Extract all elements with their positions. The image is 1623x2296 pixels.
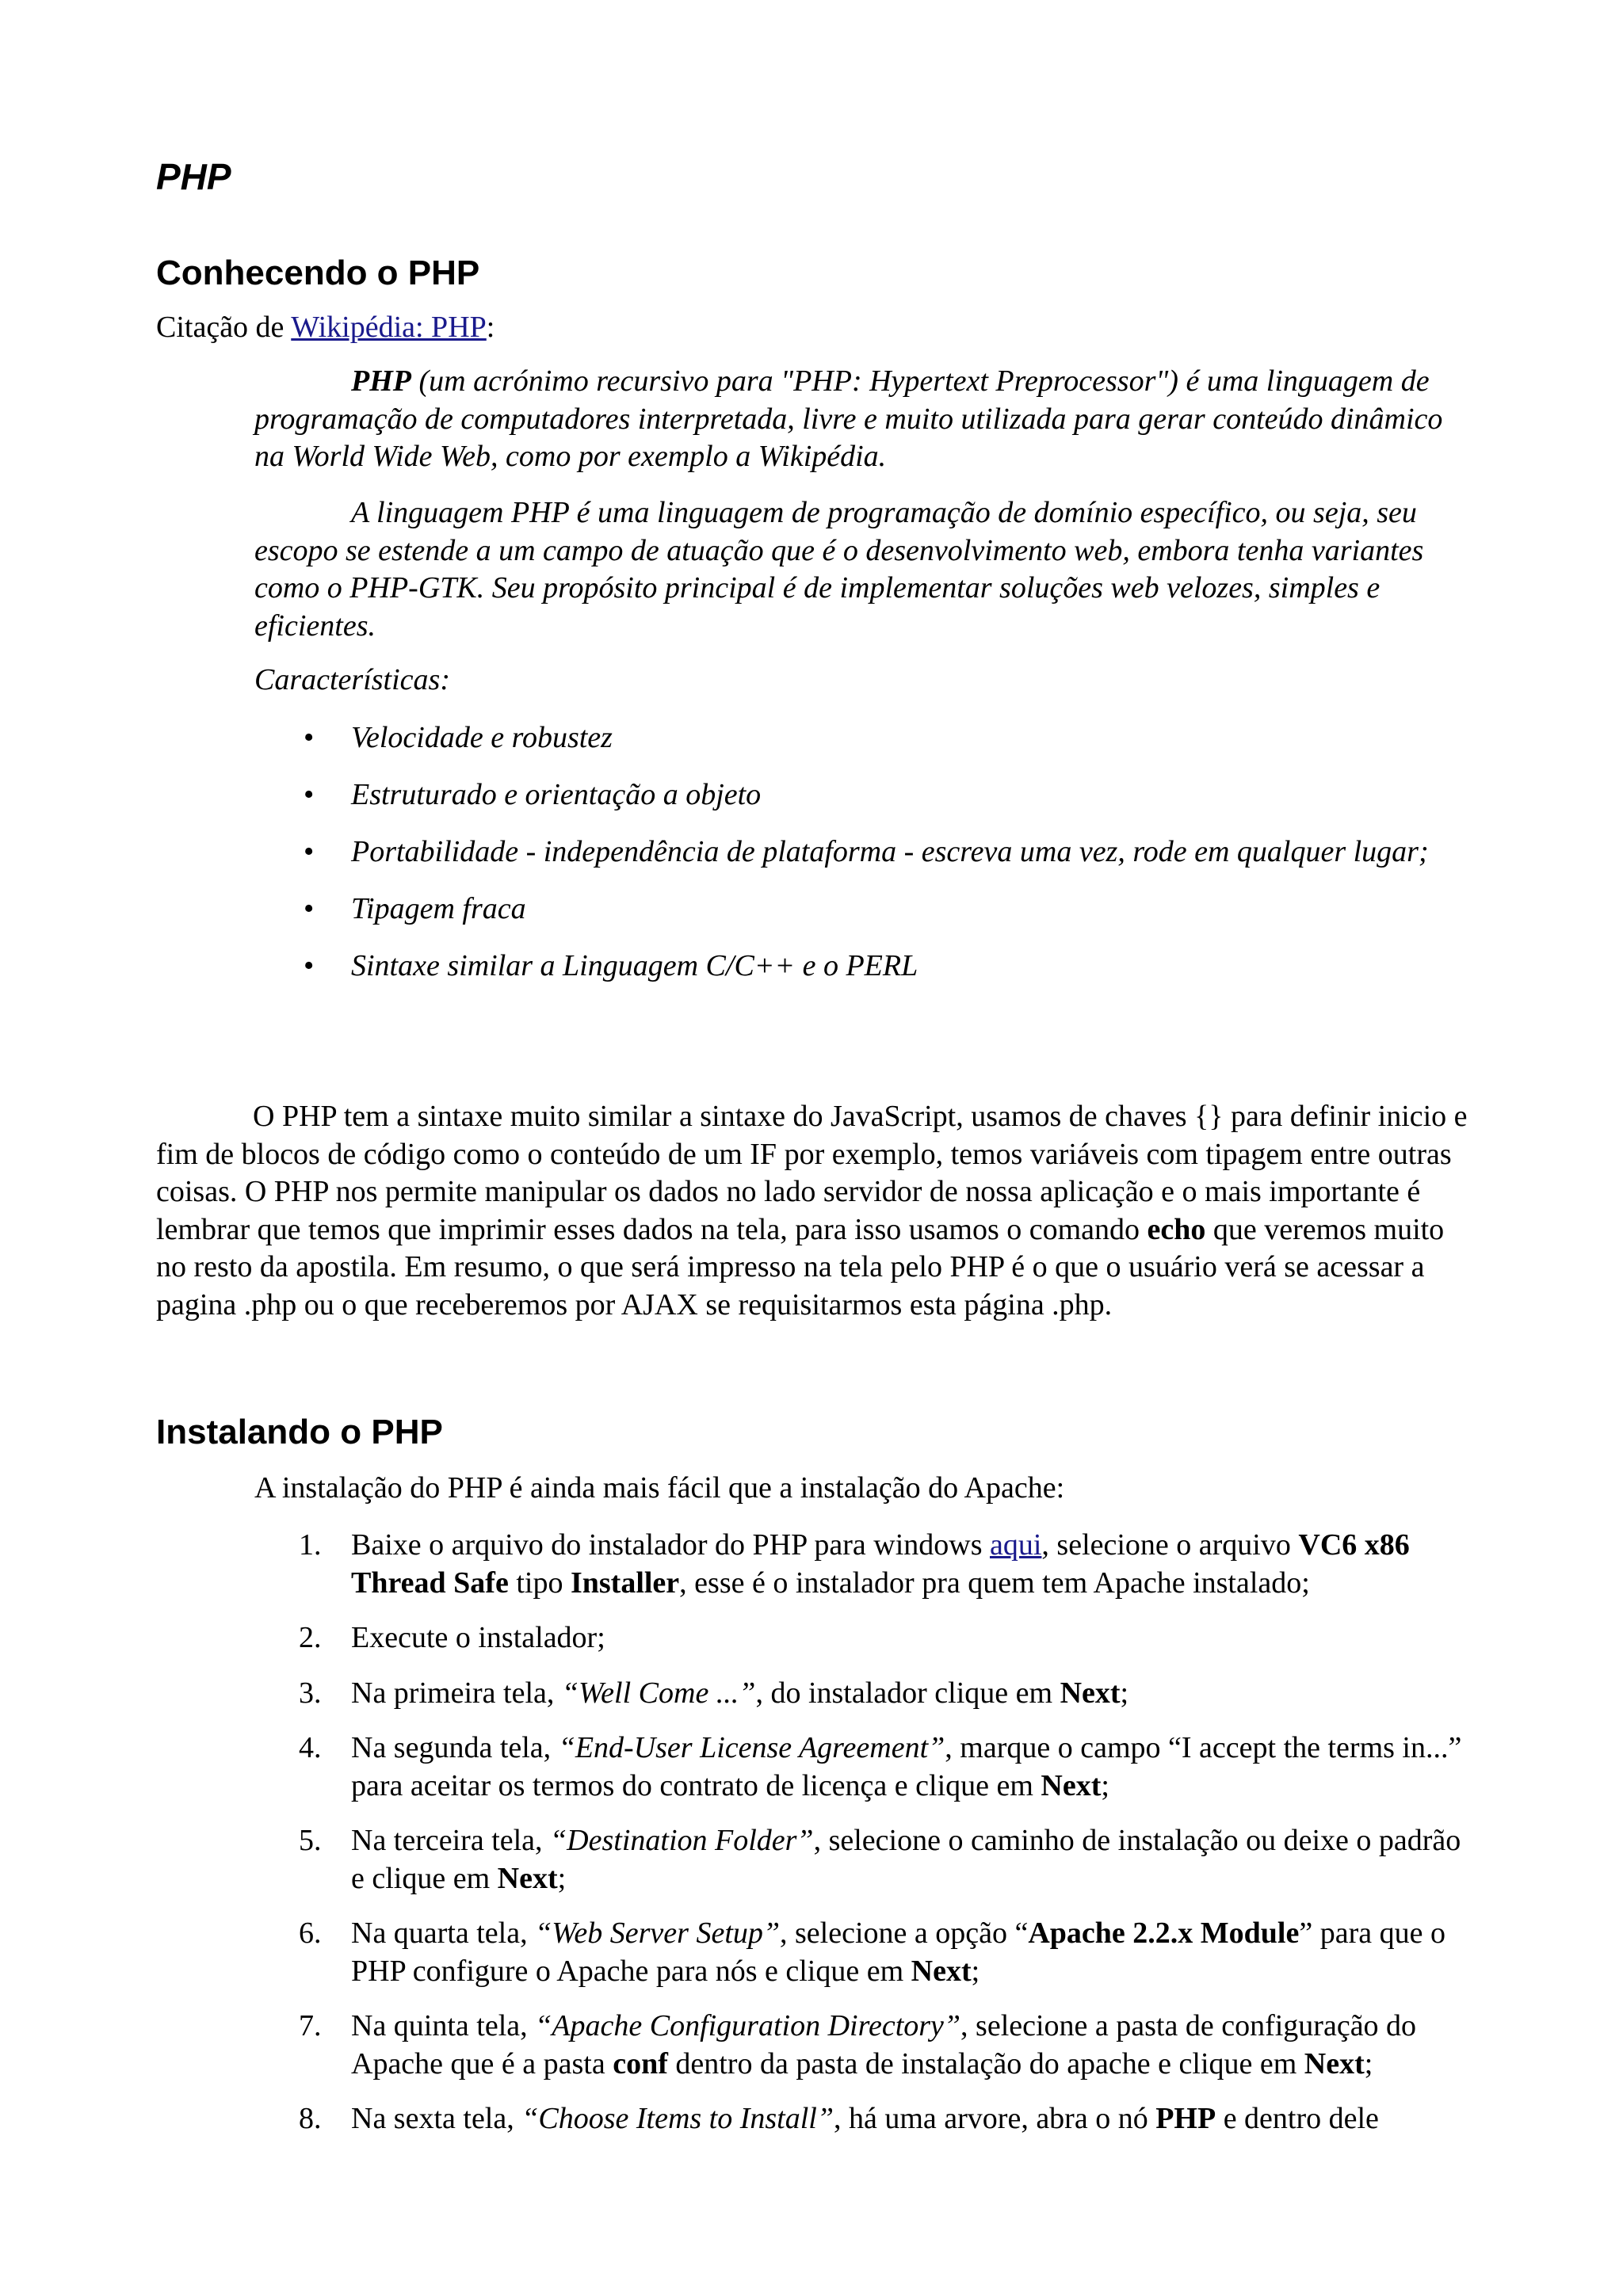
citation-prefix: Citação de <box>156 311 292 344</box>
list-item: • Sintaxe similar a Linguagem C/C++ e o PERL <box>304 948 1480 986</box>
install-steps-list <box>299 1527 1480 2156</box>
quote-paragraph-2: A linguagem PHP é uma linguagem de programação de domínio específico, ou seja, seu escopo se estende a um campo de atuação que é o desenvolvimento web, embora tenha variantes como o PHP-GTK. Seu propósito principal é de implementar soluções web velozes, simples e eficientes. <box>254 496 1424 643</box>
list-item: 6. Na quarta tela, “Web Server Setup”, selecione a opção “Apache 2.2.x Module” para que o PHP configure o Apache para nós e clique em Next; <box>299 1917 1445 1988</box>
citation-suffix: : <box>486 311 495 344</box>
features-label: Características: <box>254 663 450 696</box>
section-heading-instalando: Instalando o PHP <box>156 1413 443 1451</box>
list-item: 8. Na sexta tela, “Choose Items to Install”, há uma arvore, abra o nó PHP e dentro dele <box>299 2102 1379 2135</box>
features-list <box>304 719 1480 1005</box>
body-paragraph: O PHP tem a sintaxe muito similar a sintaxe do JavaScript, usamos de chaves {} para definir inicio e fim de blocos de código como o conteúdo de um IF por exemplo, temos variáveis com tipagem entre outras coisas. O PHP nos permite manipular os dados no lado servidor de nossa aplicação e o mais importante é lembrar que temos que imprimir esses dados na tela, para isso usamos o comando echo que veremos muito no resto da apostila. Em resumo, o que será impresso na tela pelo PHP é o que o usuário verá se acessar a pagina .php ou o que receberemos por AJAX se requisitarmos esta página .php. <box>156 1100 1468 1322</box>
bullet-icon: • <box>304 721 315 754</box>
list-item: 1. Baixe o arquivo do instalador do PHP para windows aqui, selecione o arquivo VC6 x86 Thread Safe tipo Installer, esse é o instalador pra quem tem Apache instalado; <box>299 1528 1410 1600</box>
section-heading-conhecendo: Conhecendo o PHP <box>156 254 480 292</box>
list-item: 5. Na terceira tela, “Destination Folder”, selecione o caminho de instalação ou deixe o padrão e clique em Next; <box>299 1824 1461 1895</box>
document-title: PHP <box>156 156 231 197</box>
citation-line <box>156 309 495 347</box>
quote-php-bold: PHP <box>351 364 411 398</box>
bullet-icon: • <box>304 892 315 925</box>
quote-paragraph-1 <box>254 363 1480 476</box>
quote-p1-text: (um acrónimo recursivo para "PHP: Hypertext Preprocessor") é uma linguagem de programação de computadores interpretada, livre e muito utilizada para gerar conteúdo dinâmico na World Wide Web, como por exemplo a Wikipédia. <box>254 364 1443 473</box>
wikipedia-php-link[interactable]: Wikipédia: PHP <box>291 311 487 344</box>
echo-keyword: echo <box>1147 1212 1206 1246</box>
install-intro: A instalação do PHP é ainda mais fácil que a instalação do Apache: <box>254 1471 1065 1505</box>
list-item: 3. Na primeira tela, “Well Come ...”, do instalador clique em Next; <box>299 1676 1129 1710</box>
list-item: • Tipagem fraca <box>304 891 1480 929</box>
list-item: • Estruturado e orientação a objeto <box>304 776 1480 814</box>
list-item: • Velocidade e robustez <box>304 719 1480 757</box>
list-item: • Portabilidade - independência de plataforma - escreva uma vez, rode em qualquer lugar; <box>304 833 1480 871</box>
download-link[interactable]: aqui <box>989 1528 1042 1562</box>
list-item: 4. Na segunda tela, “End-User License Agreement”, marque o campo “I accept the terms in...” para aceitar os termos do contrato de licença e clique em Next; <box>299 1731 1462 1802</box>
list-item: 2. Execute o instalador; <box>299 1621 605 1654</box>
bullet-icon: • <box>304 835 315 868</box>
bullet-icon: • <box>304 949 315 982</box>
list-item: 7. Na quinta tela, “Apache Configuration Directory”, selecione a pasta de configuração do Apache que é a pasta conf dentro da pasta de instalação do apache e clique em Next; <box>299 2009 1417 2081</box>
bullet-icon: • <box>304 778 315 811</box>
